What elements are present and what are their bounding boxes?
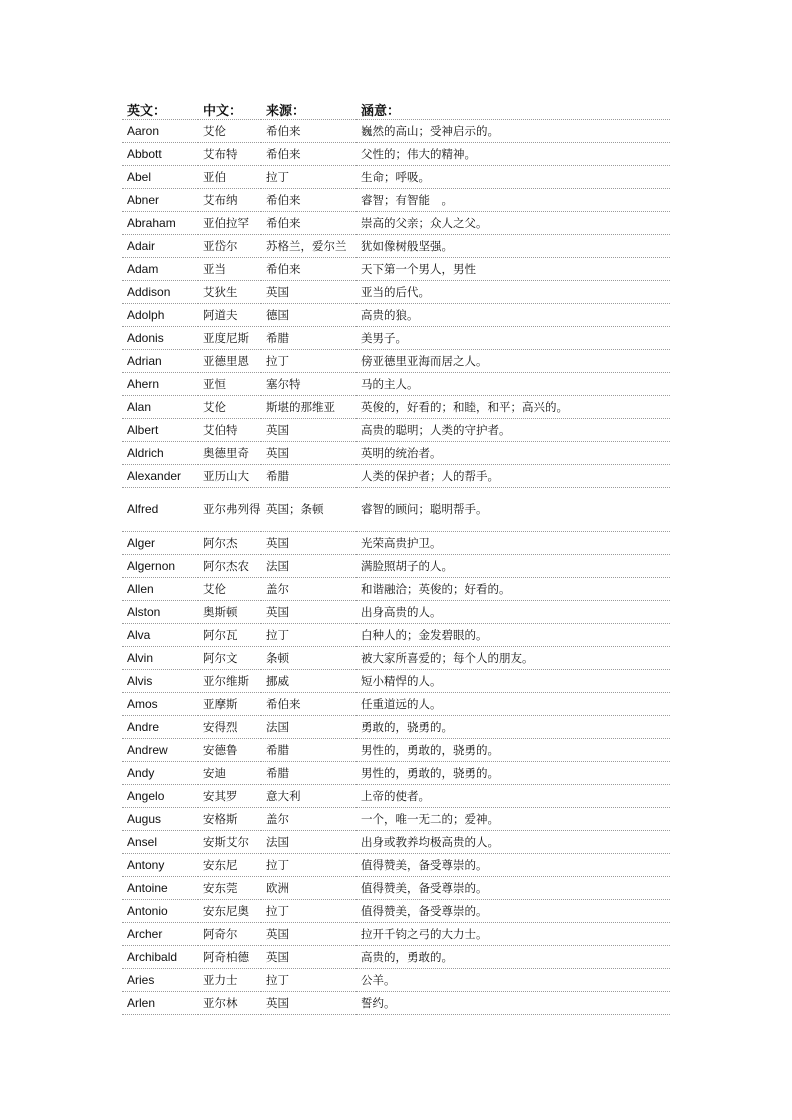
meaning-cell: 父性的；伟大的精神。: [356, 143, 670, 166]
chinese-name-cell: 奥斯顿: [198, 601, 261, 624]
table-row: [122, 166, 670, 189]
english-name-cell: Addison: [122, 281, 198, 304]
origin-cell: 希腊: [261, 327, 356, 350]
table-row: [122, 373, 670, 396]
chinese-name-cell: 亚度尼斯: [198, 327, 261, 350]
english-name-cell: Alfred: [122, 488, 198, 532]
meaning-cell: 英明的统治者。: [356, 442, 670, 465]
origin-cell: 希伯来: [261, 189, 356, 212]
meaning-cell: 被大家所喜爱的；每个人的朋友。: [356, 647, 670, 670]
origin-cell: 盖尔: [261, 578, 356, 601]
origin-cell: 英国: [261, 601, 356, 624]
table-row: [122, 854, 670, 877]
english-name-cell: Abraham: [122, 212, 198, 235]
chinese-name-cell: 艾伦: [198, 120, 261, 143]
chinese-name-cell: 艾布纳: [198, 189, 261, 212]
chinese-name-cell: 亚尔弗列得: [198, 488, 261, 532]
origin-cell: 拉丁: [261, 900, 356, 923]
table-row: [122, 532, 670, 555]
table-row: [122, 212, 670, 235]
table-row: [122, 693, 670, 716]
table-row: [122, 601, 670, 624]
chinese-name-cell: 亚摩斯: [198, 693, 261, 716]
chinese-name-cell: 亚当: [198, 258, 261, 281]
chinese-name-cell: 亚尔林: [198, 992, 261, 1015]
origin-cell: 意大利: [261, 785, 356, 808]
table-row: [122, 900, 670, 923]
chinese-name-cell: 亚伯拉罕: [198, 212, 261, 235]
chinese-name-cell: 安其罗: [198, 785, 261, 808]
table-row: [122, 946, 670, 969]
english-name-cell: Aries: [122, 969, 198, 992]
origin-cell: 盖尔: [261, 808, 356, 831]
origin-cell: 德国: [261, 304, 356, 327]
table-row: [122, 189, 670, 212]
meaning-cell: 傍亚德里亚海而居之人。: [356, 350, 670, 373]
table-row: [122, 785, 670, 808]
origin-cell: 希腊: [261, 739, 356, 762]
chinese-name-cell: 阿道夫: [198, 304, 261, 327]
chinese-name-cell: 安东尼奥: [198, 900, 261, 923]
meaning-cell: 美男子。: [356, 327, 670, 350]
table-row: [122, 488, 670, 532]
meaning-cell: 出身或教养均极高贵的人。: [356, 831, 670, 854]
table-row: [122, 808, 670, 831]
table-row: [122, 281, 670, 304]
chinese-name-cell: 亚恒: [198, 373, 261, 396]
meaning-cell: 马的主人。: [356, 373, 670, 396]
table-row: [122, 327, 670, 350]
english-name-cell: Arlen: [122, 992, 198, 1015]
origin-cell: 英国；条顿: [261, 488, 356, 532]
meaning-cell: 上帝的使者。: [356, 785, 670, 808]
english-name-cell: Antoine: [122, 877, 198, 900]
chinese-name-cell: 亚伯: [198, 166, 261, 189]
english-name-cell: Adam: [122, 258, 198, 281]
origin-cell: 塞尔特: [261, 373, 356, 396]
english-name-cell: Andy: [122, 762, 198, 785]
meaning-cell: 人类的保护者；人的帮手。: [356, 465, 670, 488]
header-english: 英文：: [122, 95, 198, 120]
english-name-cell: Aldrich: [122, 442, 198, 465]
meaning-cell: 誓约。: [356, 992, 670, 1015]
origin-cell: 英国: [261, 946, 356, 969]
table-row: [122, 624, 670, 647]
chinese-name-cell: 艾狄生: [198, 281, 261, 304]
chinese-name-cell: 亚德里恩: [198, 350, 261, 373]
chinese-name-cell: 艾伦: [198, 396, 261, 419]
table-row: [122, 258, 670, 281]
origin-cell: 苏格兰，爱尔兰: [261, 235, 356, 258]
table-row: [122, 762, 670, 785]
meaning-cell: 高贵的聪明；人类的守护者。: [356, 419, 670, 442]
table-row: [122, 831, 670, 854]
chinese-name-cell: 安得烈: [198, 716, 261, 739]
header-chinese: 中文：: [198, 95, 261, 120]
table-row: [122, 396, 670, 419]
chinese-name-cell: 安迪: [198, 762, 261, 785]
origin-cell: 希腊: [261, 762, 356, 785]
table-row: [122, 647, 670, 670]
meaning-cell: 值得赞美，备受尊崇的。: [356, 900, 670, 923]
header-meaning: 涵意：: [356, 95, 670, 120]
origin-cell: 希伯来: [261, 143, 356, 166]
origin-cell: 欧洲: [261, 877, 356, 900]
english-name-cell: Alston: [122, 601, 198, 624]
chinese-name-cell: 安东莞: [198, 877, 261, 900]
meaning-cell: 巍然的高山；受神启示的。: [356, 120, 670, 143]
chinese-name-cell: 阿尔瓦: [198, 624, 261, 647]
table-header-row: [122, 95, 670, 120]
origin-cell: 拉丁: [261, 166, 356, 189]
english-name-cell: Abel: [122, 166, 198, 189]
chinese-name-cell: 艾伯特: [198, 419, 261, 442]
chinese-name-cell: 安格斯: [198, 808, 261, 831]
english-name-cell: Alvin: [122, 647, 198, 670]
meaning-cell: 生命；呼吸。: [356, 166, 670, 189]
english-name-cell: Algernon: [122, 555, 198, 578]
origin-cell: 拉丁: [261, 854, 356, 877]
origin-cell: 法国: [261, 831, 356, 854]
meaning-cell: 任重道远的人。: [356, 693, 670, 716]
table-row: [122, 143, 670, 166]
meaning-cell: 一个，唯一无二的；爱神。: [356, 808, 670, 831]
table-row: [122, 120, 670, 143]
origin-cell: 拉丁: [261, 624, 356, 647]
table-row: [122, 465, 670, 488]
english-name-cell: Abbott: [122, 143, 198, 166]
meaning-cell: 勇敢的，骁勇的。: [356, 716, 670, 739]
english-name-cell: Andre: [122, 716, 198, 739]
meaning-cell: 光荣高贵护卫。: [356, 532, 670, 555]
origin-cell: 法国: [261, 716, 356, 739]
english-name-cell: Adair: [122, 235, 198, 258]
chinese-name-cell: 阿尔杰农: [198, 555, 261, 578]
english-name-cell: Adonis: [122, 327, 198, 350]
meaning-cell: 值得赞美，备受尊崇的。: [356, 877, 670, 900]
meaning-cell: 犹如像树般坚强。: [356, 235, 670, 258]
chinese-name-cell: 奥德里奇: [198, 442, 261, 465]
english-name-cell: Andrew: [122, 739, 198, 762]
names-table: [122, 95, 670, 1015]
meaning-cell: 拉开千钧之弓的大力士。: [356, 923, 670, 946]
chinese-name-cell: 阿尔杰: [198, 532, 261, 555]
english-name-cell: Aaron: [122, 120, 198, 143]
table-row: [122, 923, 670, 946]
chinese-name-cell: 亚岱尔: [198, 235, 261, 258]
english-name-cell: Adrian: [122, 350, 198, 373]
meaning-cell: 白种人的；金发碧眼的。: [356, 624, 670, 647]
table-row: [122, 716, 670, 739]
english-name-cell: Ansel: [122, 831, 198, 854]
origin-cell: 英国: [261, 532, 356, 555]
english-name-cell: Antony: [122, 854, 198, 877]
table-row: [122, 969, 670, 992]
chinese-name-cell: 艾布特: [198, 143, 261, 166]
chinese-name-cell: 亚尔维斯: [198, 670, 261, 693]
chinese-name-cell: 阿奇柏德: [198, 946, 261, 969]
meaning-cell: 睿智；有智能 。: [356, 189, 670, 212]
table-row: [122, 739, 670, 762]
english-name-cell: Abner: [122, 189, 198, 212]
origin-cell: 英国: [261, 281, 356, 304]
english-name-cell: Alan: [122, 396, 198, 419]
header-origin: 来源：: [261, 95, 356, 120]
chinese-name-cell: 亚历山大: [198, 465, 261, 488]
table-row: [122, 670, 670, 693]
origin-cell: 拉丁: [261, 350, 356, 373]
english-name-cell: Alva: [122, 624, 198, 647]
table-row: [122, 578, 670, 601]
origin-cell: 希伯来: [261, 258, 356, 281]
english-name-cell: Archer: [122, 923, 198, 946]
meaning-cell: 和谐融洽；英俊的；好看的。: [356, 578, 670, 601]
meaning-cell: 天下第一个男人，男性: [356, 258, 670, 281]
english-name-cell: Adolph: [122, 304, 198, 327]
meaning-cell: 睿智的顾问；聪明帮手。: [356, 488, 670, 532]
origin-cell: 英国: [261, 442, 356, 465]
english-name-cell: Amos: [122, 693, 198, 716]
origin-cell: 挪威: [261, 670, 356, 693]
origin-cell: 拉丁: [261, 969, 356, 992]
origin-cell: 英国: [261, 923, 356, 946]
origin-cell: 法国: [261, 555, 356, 578]
table-row: [122, 350, 670, 373]
english-name-cell: Allen: [122, 578, 198, 601]
english-name-cell: Antonio: [122, 900, 198, 923]
chinese-name-cell: 阿奇尔: [198, 923, 261, 946]
english-name-cell: Ahern: [122, 373, 198, 396]
origin-cell: 希伯来: [261, 212, 356, 235]
table-row: [122, 992, 670, 1015]
meaning-cell: 满脸照胡子的人。: [356, 555, 670, 578]
meaning-cell: 短小精悍的人。: [356, 670, 670, 693]
meaning-cell: 值得赞美，备受尊崇的。: [356, 854, 670, 877]
english-name-cell: Augus: [122, 808, 198, 831]
meaning-cell: 亚当的后代。: [356, 281, 670, 304]
meaning-cell: 公羊。: [356, 969, 670, 992]
origin-cell: 条顿: [261, 647, 356, 670]
meaning-cell: 高贵的狼。: [356, 304, 670, 327]
table-row: [122, 442, 670, 465]
english-name-cell: Alexander: [122, 465, 198, 488]
meaning-cell: 崇高的父亲；众人之父。: [356, 212, 670, 235]
table-body: [122, 120, 670, 1015]
table-row: [122, 877, 670, 900]
chinese-name-cell: 亚力士: [198, 969, 261, 992]
table-row: [122, 555, 670, 578]
origin-cell: 希伯来: [261, 120, 356, 143]
origin-cell: 英国: [261, 992, 356, 1015]
meaning-cell: 高贵的，勇敢的。: [356, 946, 670, 969]
origin-cell: 斯堪的那维亚: [261, 396, 356, 419]
table-row: [122, 419, 670, 442]
meaning-cell: 出身高贵的人。: [356, 601, 670, 624]
chinese-name-cell: 安东尼: [198, 854, 261, 877]
chinese-name-cell: 安斯艾尔: [198, 831, 261, 854]
meaning-cell: 英俊的，好看的；和睦，和平；高兴的。: [356, 396, 670, 419]
meaning-cell: 男性的，勇敢的，骁勇的。: [356, 739, 670, 762]
english-name-cell: Alvis: [122, 670, 198, 693]
english-name-cell: Alger: [122, 532, 198, 555]
chinese-name-cell: 安德鲁: [198, 739, 261, 762]
origin-cell: 希腊: [261, 465, 356, 488]
chinese-name-cell: 艾伦: [198, 578, 261, 601]
english-name-cell: Albert: [122, 419, 198, 442]
english-name-cell: Archibald: [122, 946, 198, 969]
english-name-cell: Angelo: [122, 785, 198, 808]
chinese-name-cell: 阿尔文: [198, 647, 261, 670]
table-row: [122, 304, 670, 327]
table-row: [122, 235, 670, 258]
origin-cell: 英国: [261, 419, 356, 442]
meaning-cell: 男性的，勇敢的，骁勇的。: [356, 762, 670, 785]
origin-cell: 希伯来: [261, 693, 356, 716]
